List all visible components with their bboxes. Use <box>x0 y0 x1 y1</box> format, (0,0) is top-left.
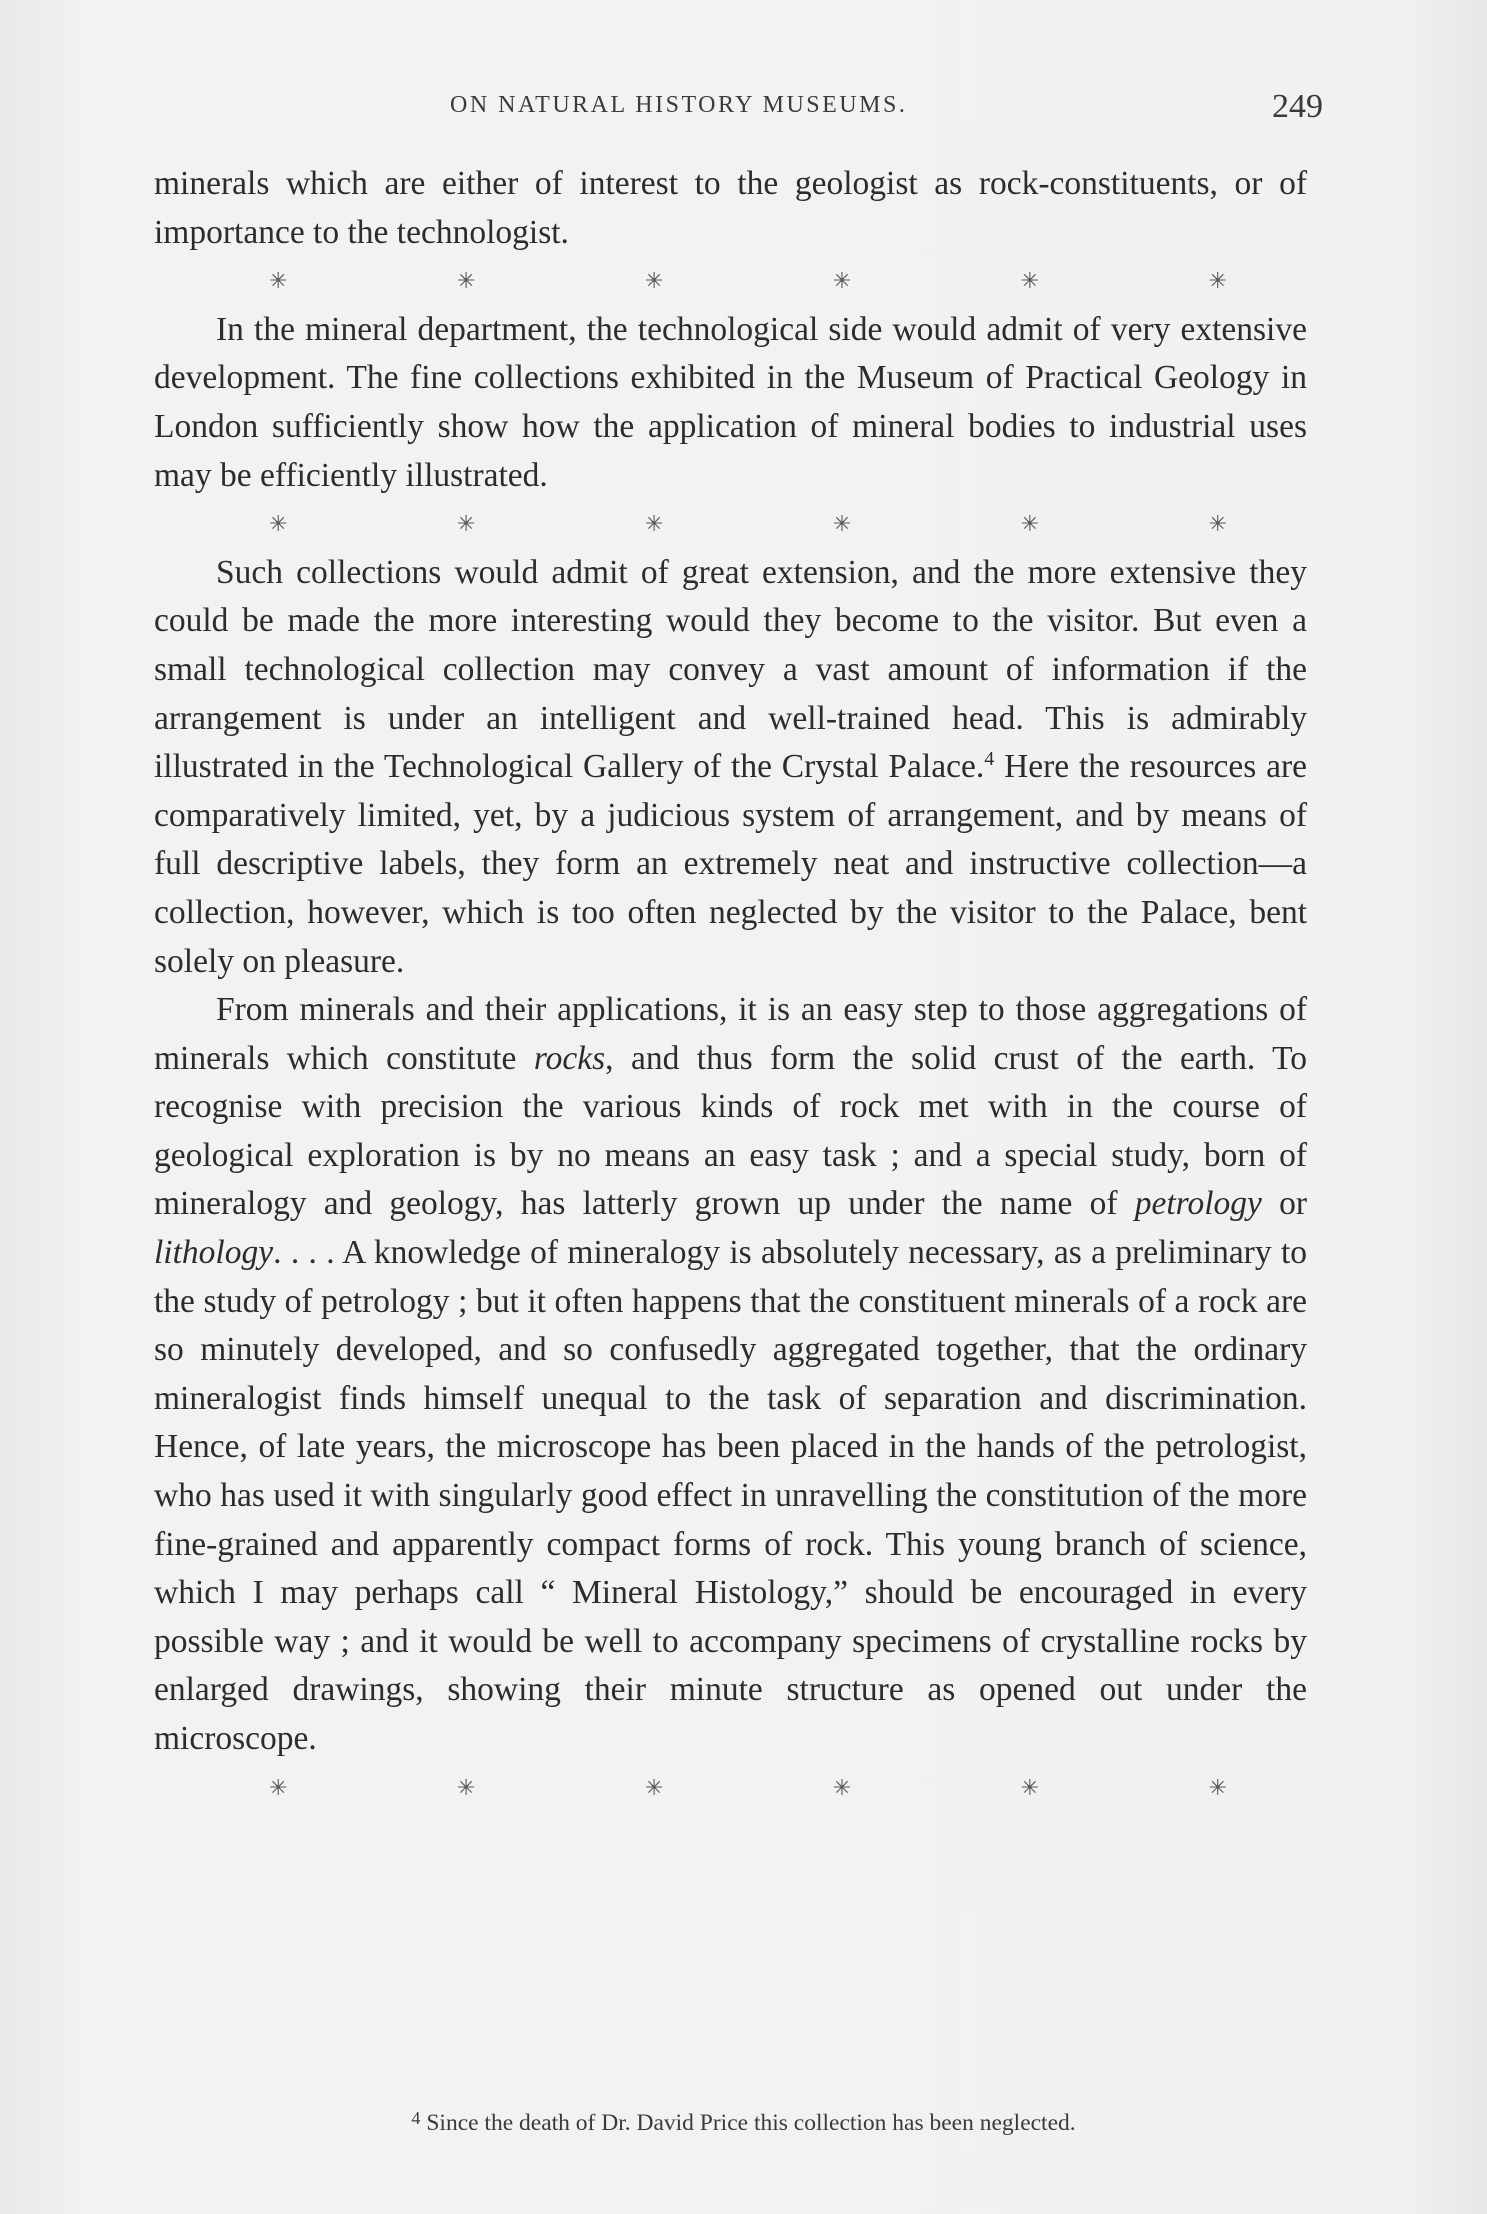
asterism-icon: ✳ <box>1020 1774 1040 1800</box>
paragraph-collections-tail: Here the resources are comparatively limited, yet, by a judicious system of arrangement, and by means of full descriptive labels, they form an extremely neat and instructive collection—a collection, however, which is too often neglected by the visitor to the Palace, bent solely on pleasure. <box>154 748 1307 980</box>
asterism-icon: ✳ <box>1208 511 1227 537</box>
paragraph-petrology-text-b: , and thus form the solid crust of the earth. To recognise with precision the various kinds of rock met with in the course of geological exploration is by no means an easy task ; and a special study, born of mineralogy and geology, has latterly grown up under the name of <box>154 1039 1307 1223</box>
asterism-icon: ✳ <box>832 268 852 294</box>
term-lithology: lithology <box>154 1234 274 1272</box>
asterism-icon: ✳ <box>1020 268 1040 294</box>
running-title: ON NATURAL HISTORY MUSEUMS. <box>450 92 908 118</box>
section-separator <box>154 1764 1307 1813</box>
asterism-icon: ✳ <box>269 511 288 537</box>
asterism-icon: ✳ <box>644 1774 664 1800</box>
paragraph-continuation: minerals which are either of interest to the geologist as rock-constituents, or of importance to the technologist. <box>154 165 1307 251</box>
asterism-icon: ✳ <box>832 1774 852 1800</box>
term-rocks: rocks <box>533 1039 606 1077</box>
asterism-icon: ✳ <box>1208 1774 1227 1800</box>
asterism-icon: ✳ <box>1208 268 1227 294</box>
footnote <box>0 2108 1487 2137</box>
body-text <box>154 160 1307 1812</box>
asterism-icon: ✳ <box>269 1774 288 1800</box>
asterism-icon: ✳ <box>456 268 476 294</box>
page-number: 249 <box>1272 88 1323 125</box>
asterism-icon: ✳ <box>456 511 476 537</box>
conjunction-or: or <box>1261 1185 1307 1223</box>
term-petrology: petrology <box>1134 1185 1262 1223</box>
section-separator <box>154 500 1307 549</box>
paragraph-mineral-department: In the mineral department, the technological side would admit of very extensive development. The fine collections exhibited in the Museum of Practical Geology in London sufficiently show how the application of mineral bodies to industrial uses may be efficiently illustrated. <box>154 310 1307 494</box>
asterism-icon: ✳ <box>644 268 664 294</box>
paragraph-petrology-text-c: . . . . A knowledge of mineralogy is absolutely necessary, as a preliminary to the study of petrology ; but it often happens that the constituent minerals of a rock are so minutely developed, and so confusedly aggregated together, that the ordinary mineralogist finds himself unequal to the task of separation and discrimination. Hence, of late years, the microscope has been placed in the hands of the petrologist, who has used it with singularly good effect in unravelling the constitution of the more fine-grained and apparently compact forms of rock. This young branch of science, which I may perhaps call “ Mineral Histology,” should be encouraged in every possible way ; and it would be well to accompany specimens of crystalline rocks by enlarged drawings, showing their minute structure as opened out under the microscope. <box>154 1234 1307 1757</box>
section-separator <box>154 257 1307 306</box>
paragraph-collections <box>154 549 1307 986</box>
asterism-icon: ✳ <box>1020 511 1040 537</box>
footnote-text: Since the death of Dr. David Price this collection has been neglected. <box>426 2110 1076 2136</box>
page-header <box>0 88 1487 132</box>
asterism-icon: ✳ <box>832 511 852 537</box>
asterism-icon: ✳ <box>456 1774 476 1800</box>
paragraph-petrology <box>154 986 1307 1764</box>
paragraph-petrology-text-a: From minerals and their applications, it is an easy step to those aggregations of minerals which constitute <box>154 991 1307 1077</box>
paragraph-collections-text: Such collections would admit of great extension, and the more extensive they could be made the more interesting would they become to the visitor. But even a small technological collection may convey a vast amount of information if the arrangement is under an intelligent and well-trained head. This is admirably illustrated in the Technological Gallery of the Crystal Palace. <box>154 553 1307 786</box>
asterism-icon: ✳ <box>644 511 664 537</box>
asterism-icon: ✳ <box>269 268 288 294</box>
footnote-reference[interactable]: 4 <box>984 747 995 770</box>
footnote-mark: 4 <box>411 2108 421 2128</box>
